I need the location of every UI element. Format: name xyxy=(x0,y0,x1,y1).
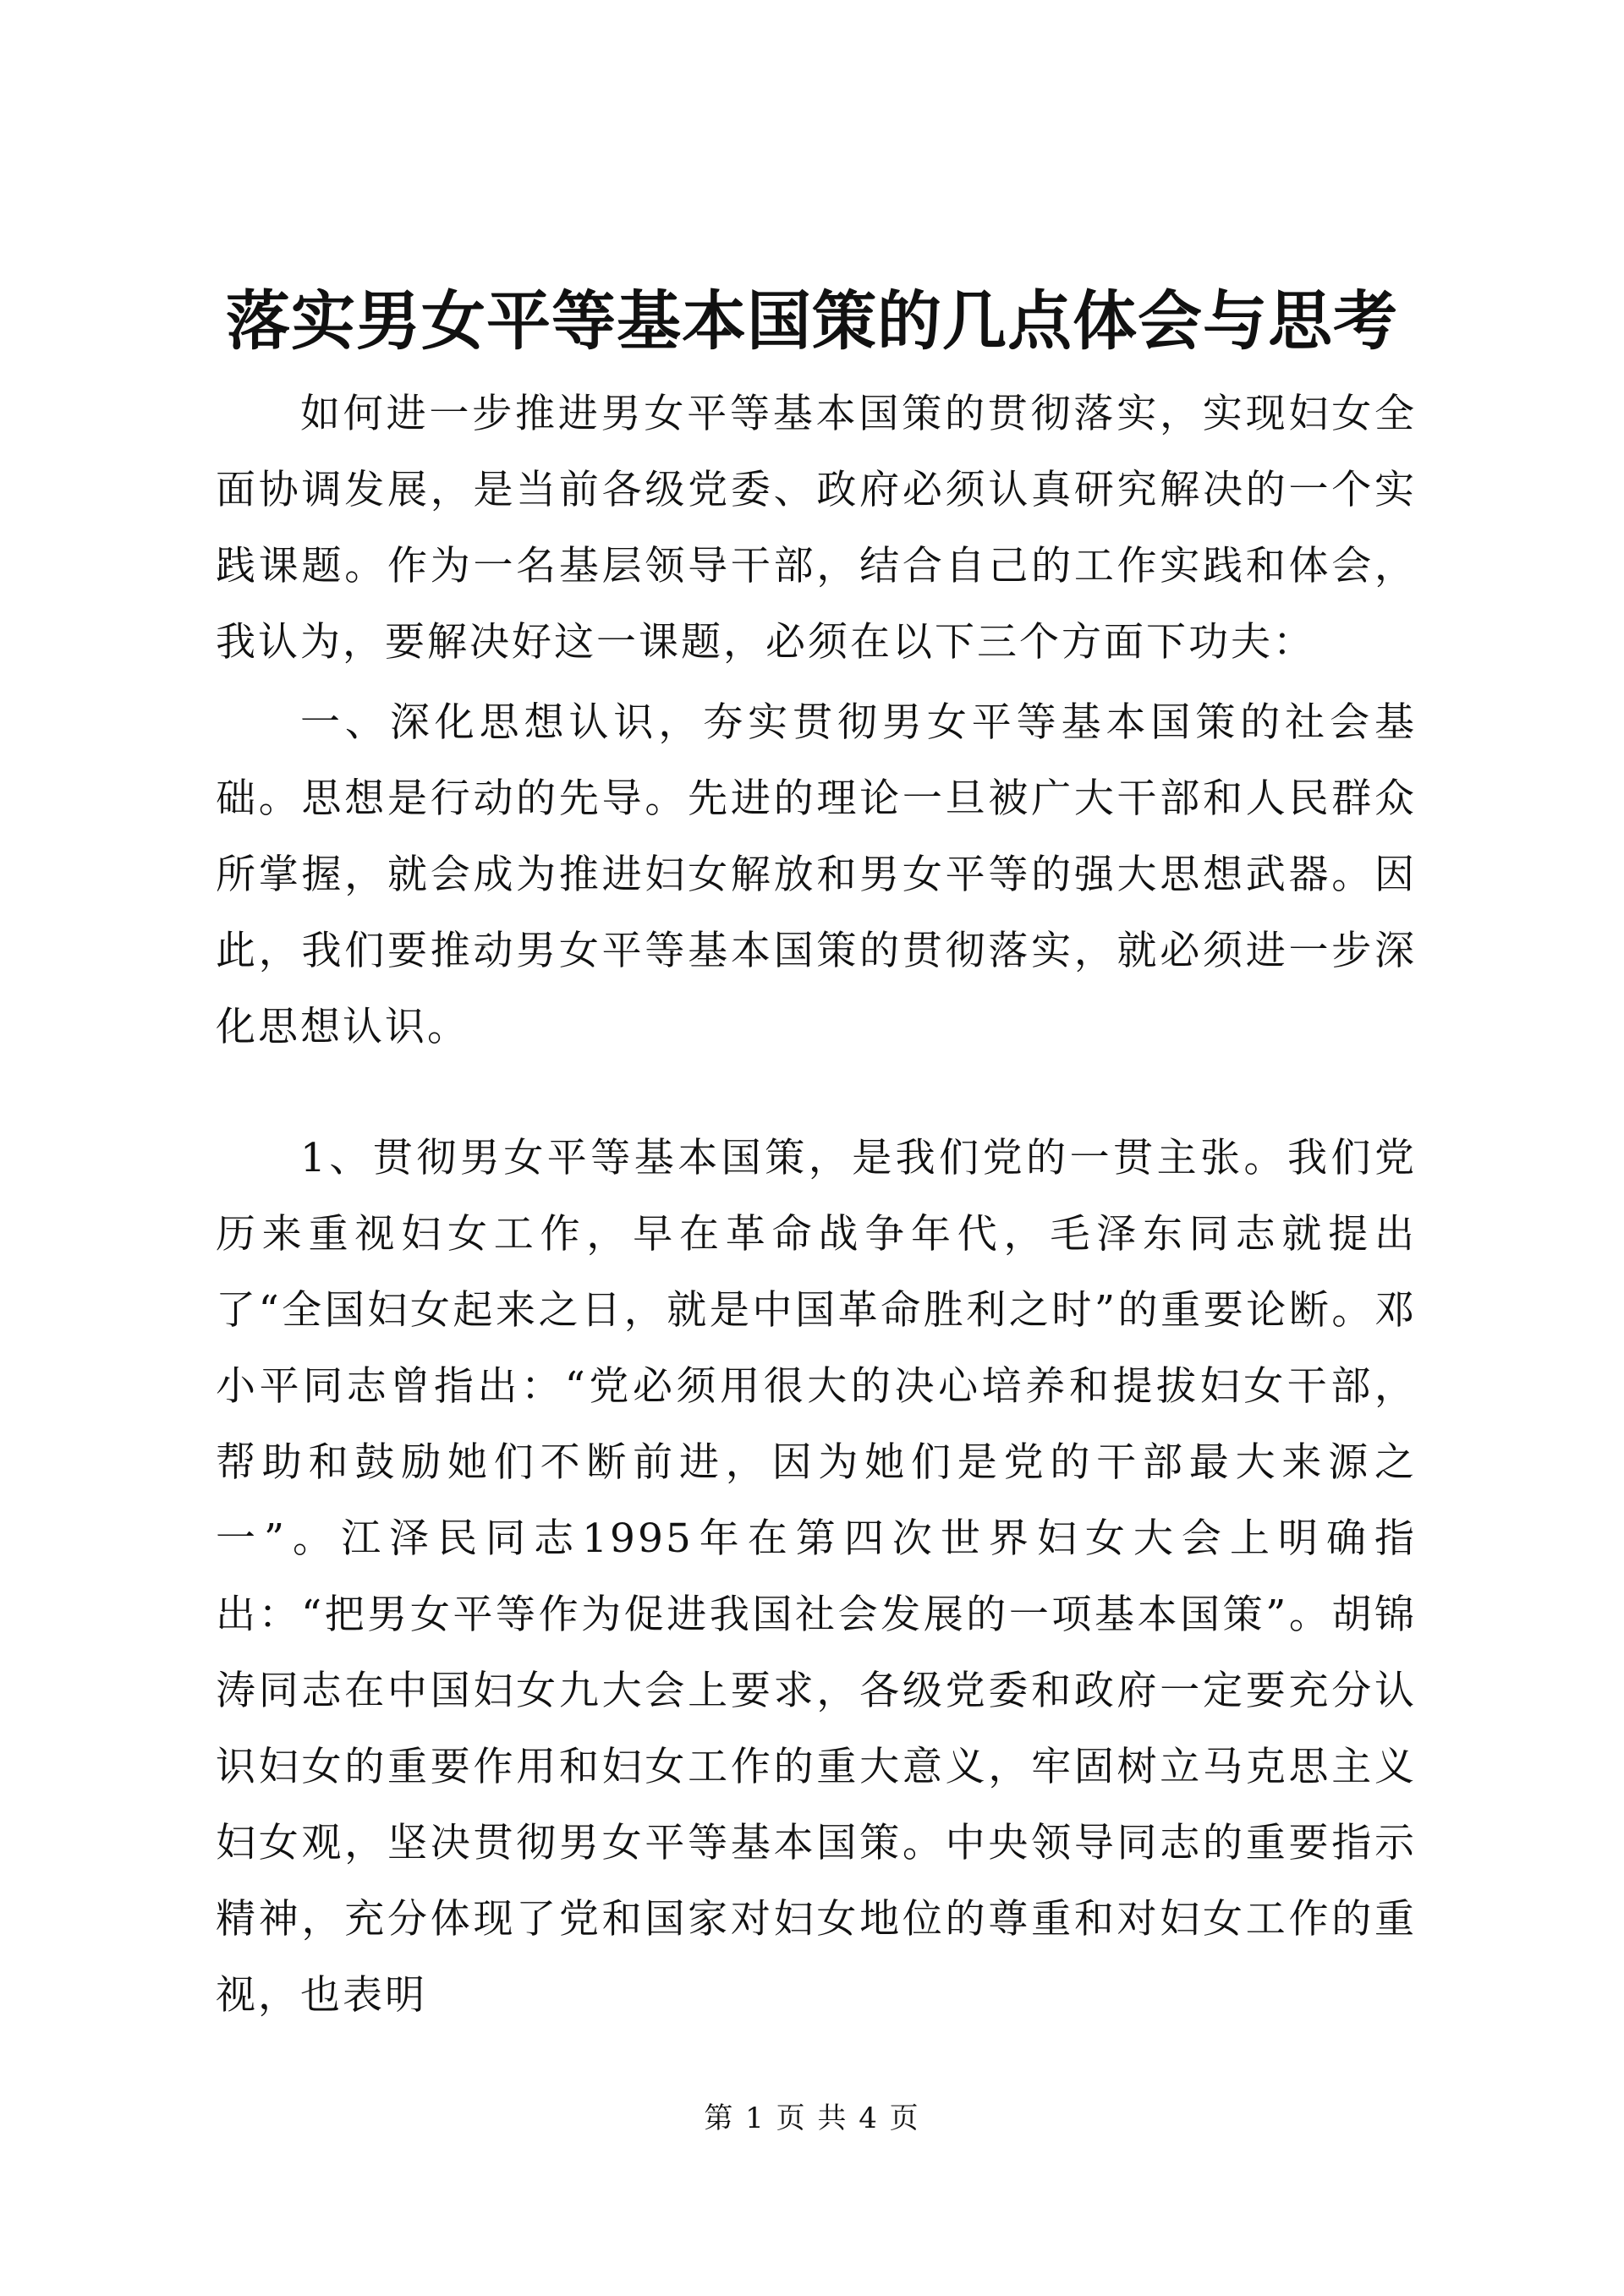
paragraph-intro: 如何进一步推进男女平等基本国策的贯彻落实，实现妇女全面协调发展，是当前各级党委、政府必须认真研究解决的一个实践课题。作为一名基层领导干部，结合自己的工作实践和体会，我认为，要解决好这一课题，必须在以下三个方面下功夫： xyxy=(216,391,1417,666)
paragraph-item-1: 1、贯彻男女平等基本国策，是我们党的一贯主张。我们党历来重视妇女工作，早在革命战争年代，毛泽东同志就提出了“全国妇女起来之日，就是中国革命胜利之时”的重要论断。邓小平同志曾指出：“党必须用很大的决心培养和提拔妇女干部，帮助和鼓励她们不断前进，因为她们是党的干部最大来源之一”。江泽民同志1995年在第四次世界妇女大会上明确指出：“把男女平等作为促进我国社会发展的一项基本国策”。胡锦涛同志在中国妇女九大会上要求，各级党委和政府一定要充分认识妇女的重要作用和妇女工作的重大意义，牢固树立马克思主义妇女观，坚决贯彻男女平等基本国策。中央领导同志的重要指示精神，充分体现了党和国家对妇女地位的尊重和对妇女工作的重视，也表明 xyxy=(216,1135,1417,2019)
paragraph-section-1: 一、深化思想认识，夯实贯彻男女平等基本国策的社会基础。思想是行动的先导。先进的理论一旦被广大干部和人民群众所掌握，就会成为推进妇女解放和男女平等的强大思想武器。因此，我们要推动男女平等基本国策的贯彻落实，就必须进一步深化思想认识。 xyxy=(216,699,1417,1050)
page-number-footer: 第 1 页 共 4 页 xyxy=(704,2101,920,2135)
paragraph-item-1-block xyxy=(216,1121,1417,2034)
document-title: 落实男女平等基本国策的几点体会与思考 xyxy=(226,283,1398,359)
paragraph-intro-block xyxy=(216,376,1417,681)
paragraph-section-1-block xyxy=(216,685,1417,1066)
